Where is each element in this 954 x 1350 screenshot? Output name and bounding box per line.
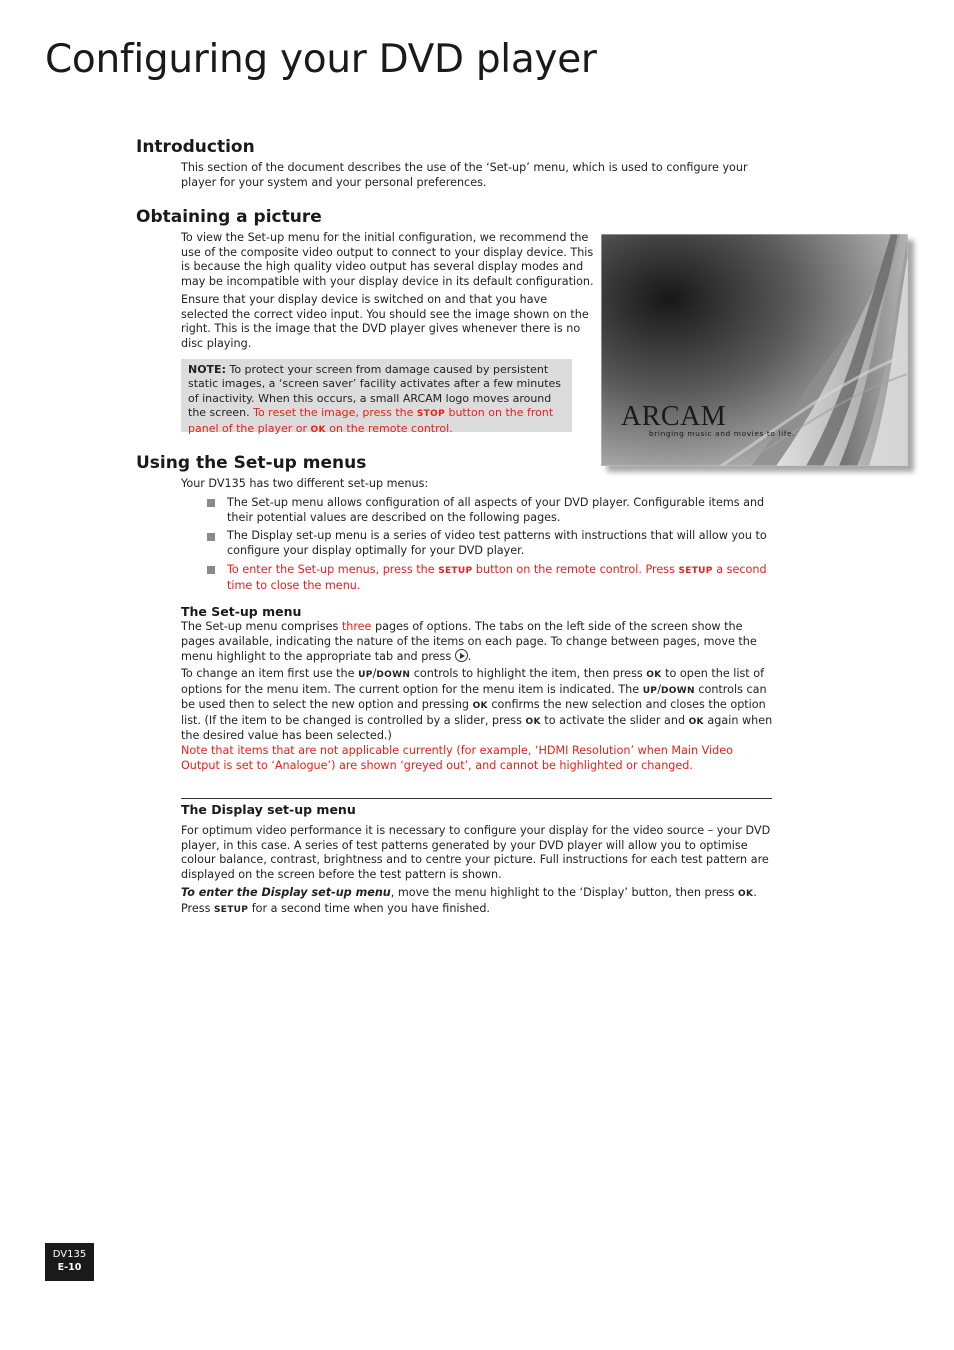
display-p2-em: To enter the Display set-up menu [181,886,391,899]
bullet3-text-c: a second time to close the menu. [227,563,767,592]
bullet-square-3 [207,566,215,574]
display-p2-b: . Press [181,886,757,915]
footer-model: DV135 [52,1249,87,1260]
bullet3-key-setup-2: SETUP [678,566,713,576]
introduction-text: This section of the document describes the use of the ‘Set-up’ menu, which is used to configure your player for your system and your personal preferences. [181,161,748,189]
bullet3-text-a: To enter the Set-up menus, press the [227,563,439,576]
key-ok-4: OK [688,716,704,727]
arcam-screen-image [601,234,908,466]
key-ok-2: OK [472,701,488,712]
using-intro: Your DV135 has two different set-up menus: [181,477,429,490]
slash-1: / [372,667,377,680]
slash-2: / [657,682,661,696]
key-down: DOWN [376,670,411,680]
using-heading: Using the Set-up menus [136,453,367,473]
note-box [181,359,572,435]
arcam-swirl-graphic [601,234,908,466]
display-menu-heading: The Display set-up menu [181,802,356,817]
bullet3-text-b: button on the remote control. Press [472,563,679,576]
display-key-setup: SETUP [214,904,249,915]
setup-p2-g: again when the desired value has been selected.) [181,713,773,743]
setup-p2-a: To change an item first use the [181,667,359,680]
setup-p1-red: three [341,620,372,633]
arcam-tagline: bringing music and movies to life. [649,429,796,438]
note-red-3: on the remote control. [325,421,453,435]
key-ok-1: OK [646,670,662,680]
note-key-stop: STOP [416,409,445,420]
arcam-logo: ARCAM [621,401,727,432]
note-red-2: button on the front panel of the player or [188,406,554,435]
setup-menu-red-note: Note that items that are not applicable currently (for example, ‘HDMI Resolution’ when Main Video Output is set to ‘Analogue’) are shown ‘greyed out’, and cannot be highlighted or changed. [181,744,733,772]
using-bullet-3 [227,563,779,593]
bullet-square-2 [207,533,215,541]
key-ok-3: OK [525,716,541,727]
display-menu-para-2 [181,886,776,917]
obtaining-para-1: To view the Set-up menu for the initial configuration, we recommend the use of the composite video output to connect to your display device. This is because the high quality video output has several display modes and may be incompatible with your display device in its default configuration. [181,231,594,288]
bullet-square-1 [207,499,215,507]
note-label: NOTE: [188,363,226,376]
footer-page-number: E-10 [57,1262,82,1273]
setup-menu-para-1 [181,620,766,665]
display-p2-a: , move the menu highlight to the ‘Display’ button, then press [390,886,739,899]
play-right-icon [455,649,468,662]
note-text: To protect your screen from damage caused by persistent static images, a ‘screen saver’ facility activates after a few minutes of inactivity. When this occurs, a small ARCAM logo moves around the screen. [188,363,562,420]
obtaining-para-2: Ensure that your display device is switched on and that you have selected the correct video input. You should see the image shown on the right. This is the image that the DVD player gives whenever there is no disc playing. [181,293,589,350]
using-bullet-1: The Set-up menu allows configuration of all aspects of your DVD player. Configurable items and their potential values are described on the following pages. [227,496,765,524]
setup-p2-b: controls to highlight the item, then press [410,667,647,680]
setup-p1-a: The Set-up menu comprises [181,620,342,633]
section-divider [181,798,772,799]
display-menu-para-1: For optimum video performance it is necessary to configure your display for the video source – your DVD player, in this case. A series of test patterns generated by your DVD player will allow you to optimise colour balance, contrast, brightness and to centre your picture. Full instructions for each test pattern are displayed on the screen before the test pattern is shown. [181,824,771,881]
setup-menu-heading: The Set-up menu [181,604,302,619]
bullet3-key-setup-1: SETUP [438,566,473,576]
setup-menu-para-2 [181,667,773,744]
using-bullet-2: The Display set-up menu is a series of video test patterns with instructions that will allow you to configure your display optimally for your DVD player. [227,529,767,557]
key-up-2: UP [642,685,658,696]
note-red-1: To reset the image, press the [253,406,417,420]
setup-p1-c: . [467,650,472,664]
display-key-ok: OK [738,889,754,899]
page-title: Configuring your DVD player [45,37,597,82]
setup-p2-f: to activate the slider and [540,713,689,727]
setup-p1-b: pages of options. The tabs on the left side of the screen show the pages available, indicating the nature of the items on each page. To change between pages, move the menu highlight to the appropriate tab and press [181,620,757,664]
display-p2-c: for a second time when you have finished. [248,901,490,915]
setup-p2-e: confirms the new selection and closes the option list. (If the item to be changed is controlled by a slider, press [181,698,766,727]
key-up: UP [358,670,373,680]
introduction-heading: Introduction [136,137,255,157]
setup-p2-c: to open the list of options for the menu item. The current option for the menu item is indicated. The [181,667,765,696]
setup-p2-d: controls can be used then to select the new option and pressing [181,682,767,712]
page-number-box [45,1243,94,1281]
key-down-2: DOWN [661,685,695,696]
obtaining-heading: Obtaining a picture [136,207,322,227]
note-key-ok: OK [310,424,326,435]
